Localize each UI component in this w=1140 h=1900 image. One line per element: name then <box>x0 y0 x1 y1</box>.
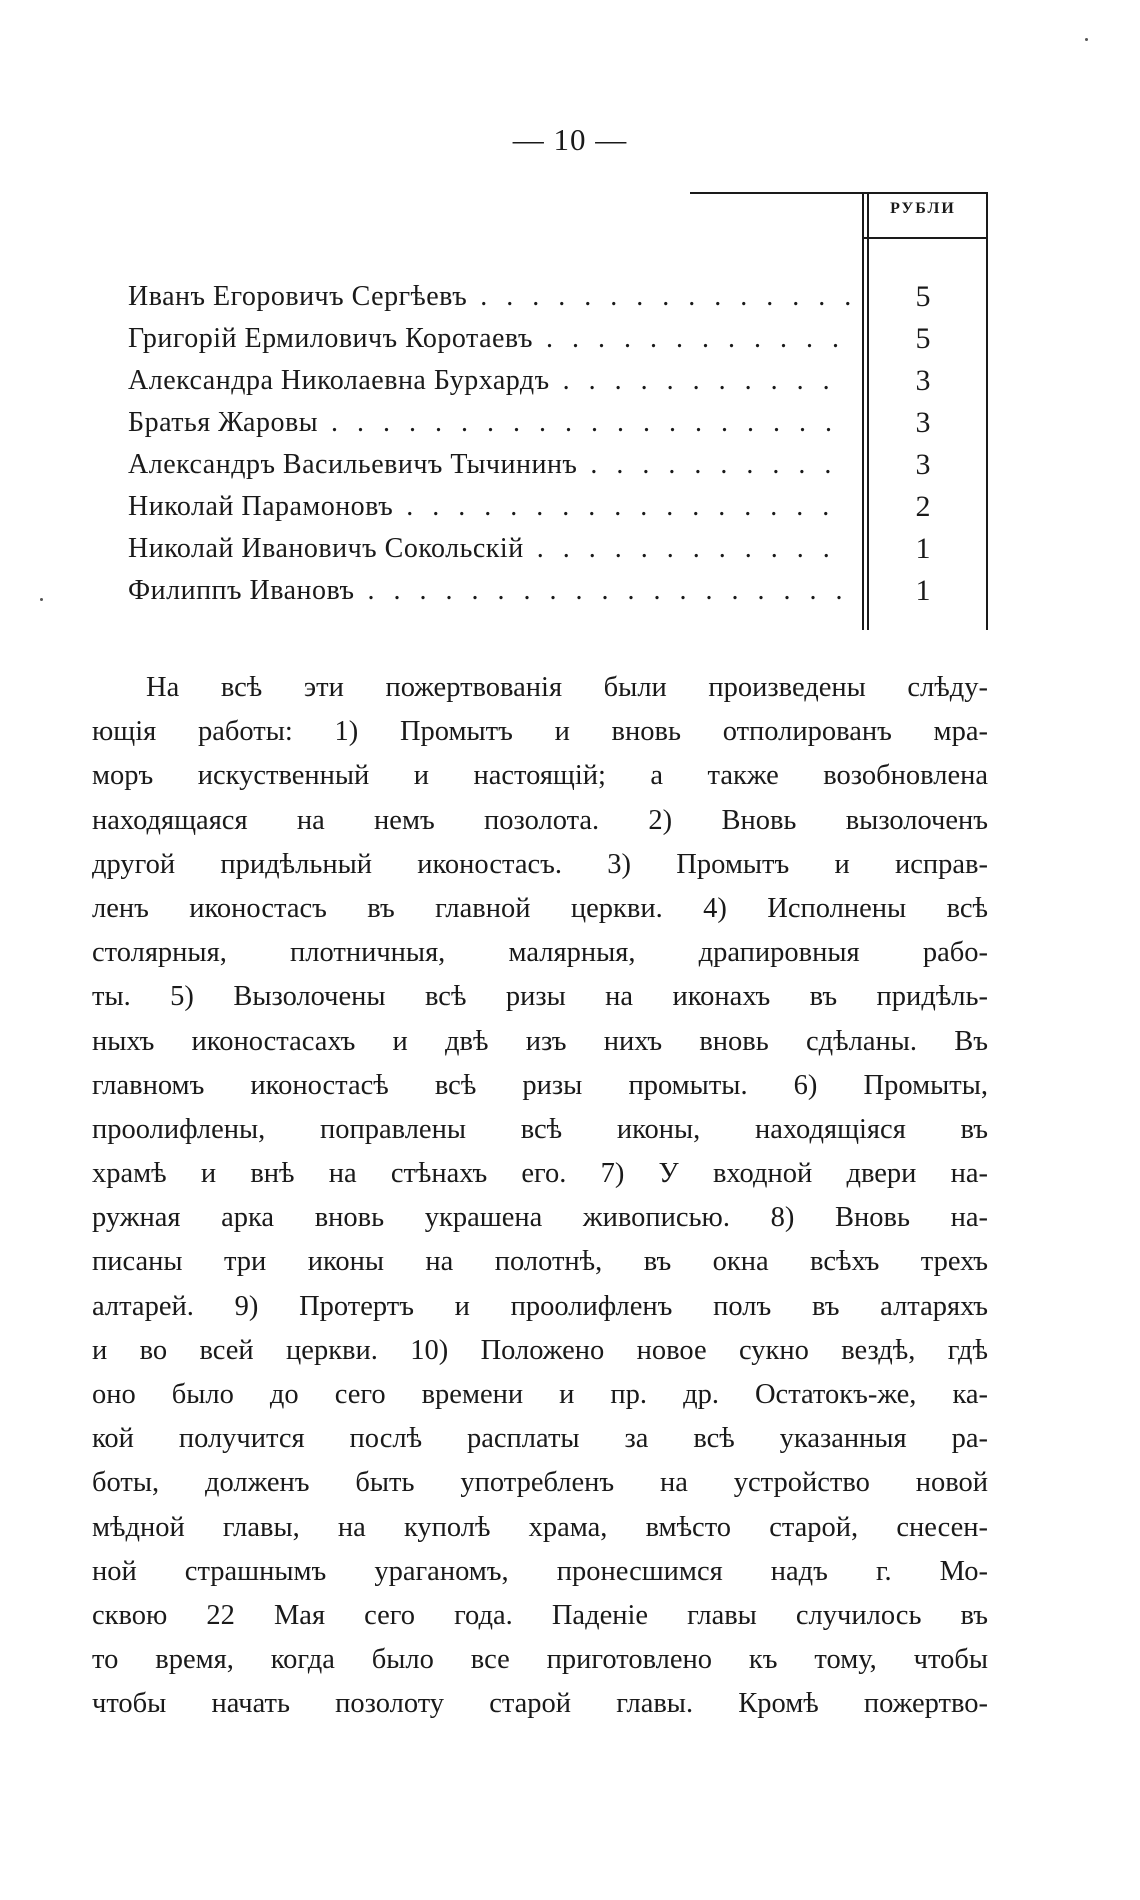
text-line: столярныя, плотничныя, малярныя, драпировныя рабо- <box>92 937 988 969</box>
text-line: ныхъ иконостасахъ и двѣ изъ нихъ вновь сдѣланы. Въ <box>92 1025 988 1057</box>
donor-name: Александръ Васильевичъ Тычининъ . . . <box>128 444 850 486</box>
text-line: чтобы начать позолоту старой главы. Кромѣ пожертво- <box>92 1688 988 1720</box>
text-line: храмѣ и внѣ на стѣнахъ его. 7) У входной двери на- <box>92 1158 988 1190</box>
text-line: алтарей. 9) Протертъ и проолифленъ полъ въ алтаряхъ <box>92 1290 988 1322</box>
table-top-rule <box>690 192 988 194</box>
body-paragraph <box>92 666 988 1727</box>
table-row <box>128 570 988 612</box>
donor-name: Александра Николаевна Бурхардъ . . . <box>128 360 850 402</box>
donation-amount: 1 <box>915 532 931 565</box>
column-header-rubles: РУБЛИ <box>890 200 956 217</box>
scan-speck <box>1085 38 1088 41</box>
scan-speck <box>40 598 43 601</box>
text-line: и во всей церкви. 10) Положено новое сукно вездѣ, гдѣ <box>92 1334 988 1366</box>
text-line: мѣдной главы, на куполѣ храма, вмѣсто старой, снесен- <box>92 1511 988 1543</box>
donation-amount: 3 <box>915 406 931 439</box>
donor-name: Филиппъ Ивановъ . . . <box>128 570 850 612</box>
donor-name: Николай Парамоновъ . . . <box>128 486 850 528</box>
text-line: ружная арка вновь украшена живописью. 8) Вновь на- <box>92 1202 988 1234</box>
text-line: то время, когда было все приготовлено къ тому, чтобы <box>92 1644 988 1676</box>
text-line: сквою 22 Мая сего года. Паденіе главы случилось въ <box>92 1599 988 1631</box>
text-line: писаны три иконы на полотнѣ, въ окна всѣхъ трехъ <box>92 1246 988 1278</box>
donation-amount: 2 <box>915 490 931 523</box>
donation-amount: 1 <box>915 574 931 607</box>
text-line: ющія работы: 1) Промытъ и вновь отполированъ мра- <box>92 716 988 748</box>
text-line: другой придѣльный иконостасъ. 3) Промытъ и исправ- <box>92 848 988 880</box>
table-row <box>128 318 988 360</box>
table-row <box>128 402 988 444</box>
text-line: боты, долженъ быть употребленъ на устройство новой <box>92 1467 988 1499</box>
text-line: ленъ иконостасъ въ главной церкви. 4) Исполнены всѣ <box>92 892 988 924</box>
table-row <box>128 528 988 570</box>
donation-amount: 5 <box>915 322 931 355</box>
table-row <box>128 360 988 402</box>
table-row <box>128 486 988 528</box>
text-line: находящаяся на немъ позолота. 2) Вновь вызолоченъ <box>92 804 988 836</box>
page-number: — 10 — <box>512 122 628 157</box>
text-line: оно было до сего времени и пр. др. Остатокъ-же, ка- <box>92 1379 988 1410</box>
donation-amount: 3 <box>915 448 931 481</box>
table-row <box>128 276 988 318</box>
donation-amount: 3 <box>915 364 931 397</box>
donation-amount: 5 <box>915 280 931 313</box>
text-line: моръ искуственный и настоящій; а также возобновлена <box>92 760 988 792</box>
text-line: главномъ иконостасѣ всѣ ризы промыты. 6) Промыты, <box>92 1069 988 1101</box>
donor-name: Братья Жаровы . . . <box>128 402 850 444</box>
header-rule <box>862 237 988 239</box>
text-line: ты. 5) Вызолочены всѣ ризы на иконахъ въ придѣль- <box>92 981 988 1013</box>
text-line: На всѣ эти пожертвованія были произведены слѣду- <box>146 672 988 703</box>
donor-name: Николай Ивановичъ Сокольскій . . . <box>128 528 850 570</box>
table-row <box>128 444 988 486</box>
text-line: кой получится послѣ расплаты за всѣ указанныя ра- <box>92 1423 988 1455</box>
text-line: проолифлены, поправлены всѣ иконы, находящіяся въ <box>92 1113 988 1145</box>
text-line: ной страшнымъ ураганомъ, пронесшимся надъ г. Мо- <box>92 1555 988 1587</box>
donor-name: Иванъ Егоровичъ Сергѣевъ . . . <box>128 276 850 318</box>
donor-name: Григорій Ермиловичъ Коротаевъ . . . <box>128 318 850 360</box>
